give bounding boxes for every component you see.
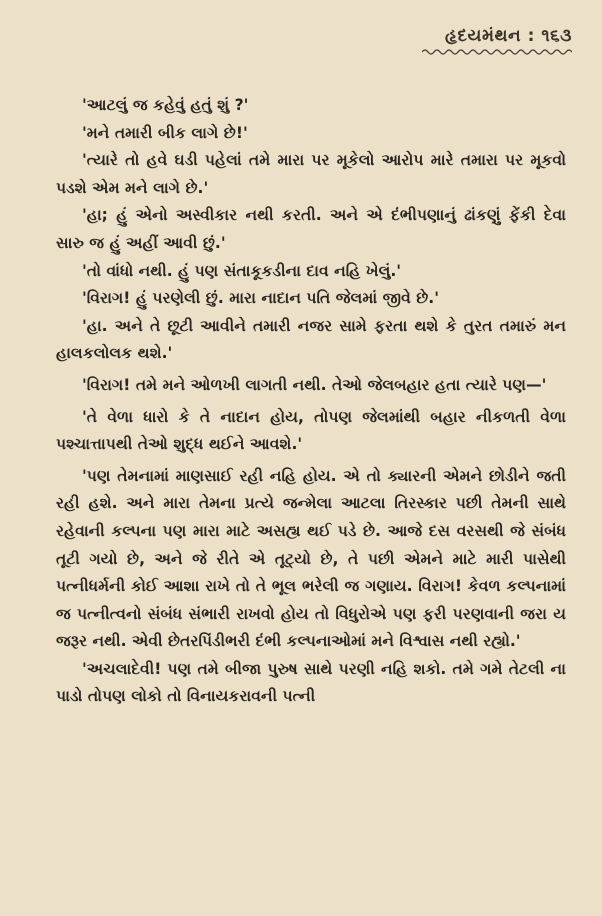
paragraph: 'તો વાંધો નથી. હું પણ સંતાકૂકડીના દાવ નહિ ખેલું.' <box>82 261 402 280</box>
paragraph: 'આટલું જ કહેવું હતું શું ?' <box>82 96 249 114</box>
paragraph: 'ત્યારે તો હવે ઘડી પહેલાં તમે મારા પર મૂકેલો આરોપ મારે તમારા પર મૂકવો પડશે એમ મને લાગે છે.' <box>56 151 566 197</box>
page-body <box>56 92 566 711</box>
decorative-wavy-rule <box>422 48 572 56</box>
paragraph: 'મને તમારી બીક લાગે છે!' <box>82 123 248 142</box>
paragraph: 'વિરાગ! હું પરણેલી છું. મારા નાદાન પતિ જેલમાં જીવે છે.' <box>82 289 439 308</box>
paragraph: 'પણ તેમનામાં માણસાઈ રહી નહિ હોય. એ તો ક્યારની એમને છોડીને જતી રહી હશે. અને મારા તેમના પ્રત્યે જન્મેલા આટલા તિરસ્કાર પછી તેમની સાથે રહેવાની કલ્પના પણ મારા માટે અસહ્ય થઈ પડે છે. આજે દસ વરસથી જે સંબંધ તૂટી ગયો છે, અને જે રીતે એ તૂટ્યો છે, તે પછી એમને માટે મારી પાસેથી પત્નીધર્મની કોઈ આશા રાખે તો તે ભૂલ ભરેલી જ ગણાય. વિરાગ! કેવળ કલ્પનામાં જ પત્નીત્વનો સંબંધ સંભારી રાખવો હોય તો વિધુરોએ પણ ફરી પરણવાની જરા ય જરૂર નથી. એવી છેતરપિંડીભરી દંભી કલ્પનાઓમાં મને વિશ્વાસ નથી રહ્યો.' <box>56 466 566 651</box>
paragraph: 'અચલાદેવી! પણ તમે બીજા પુરુષ સાથે પરણી નહિ શકો. તમે ગમે તેટલી ના પાડો તોપણ લોકો તો વિનાયકરાવની પત્ની <box>56 659 566 706</box>
running-title: હૃદયમંથન : ૧૬૩ <box>444 26 572 46</box>
page-header <box>422 26 572 56</box>
paragraph: 'વિરાગ! તમે મને ઓળખી લાગતી નથી. તેઓ જેલબહાર હતા ત્યારે પણ—' <box>82 375 547 394</box>
paragraph: 'હા. અને તે છૂટી આવીને તમારી નજર સામે ફરતા થશે કે તુરત તમારું મન હાલકલોલક થશે.' <box>56 316 566 363</box>
paragraph: 'તે વેળા ધારો કે તે નાદાન હોય, તોપણ જેલમાંથી બહાર નીકળતી વેળા પશ્ચાત્તાપથી તેઓ શુદ્ધ થઈને આવશે.' <box>56 407 566 454</box>
paragraph: 'હા; હું એનો અસ્વીકાર નથી કરતી. અને એ દંભીપણાનું ઢાંકણું ફેંકી દેવા સારુ જ હું અહીં આવી છું.' <box>56 206 566 252</box>
